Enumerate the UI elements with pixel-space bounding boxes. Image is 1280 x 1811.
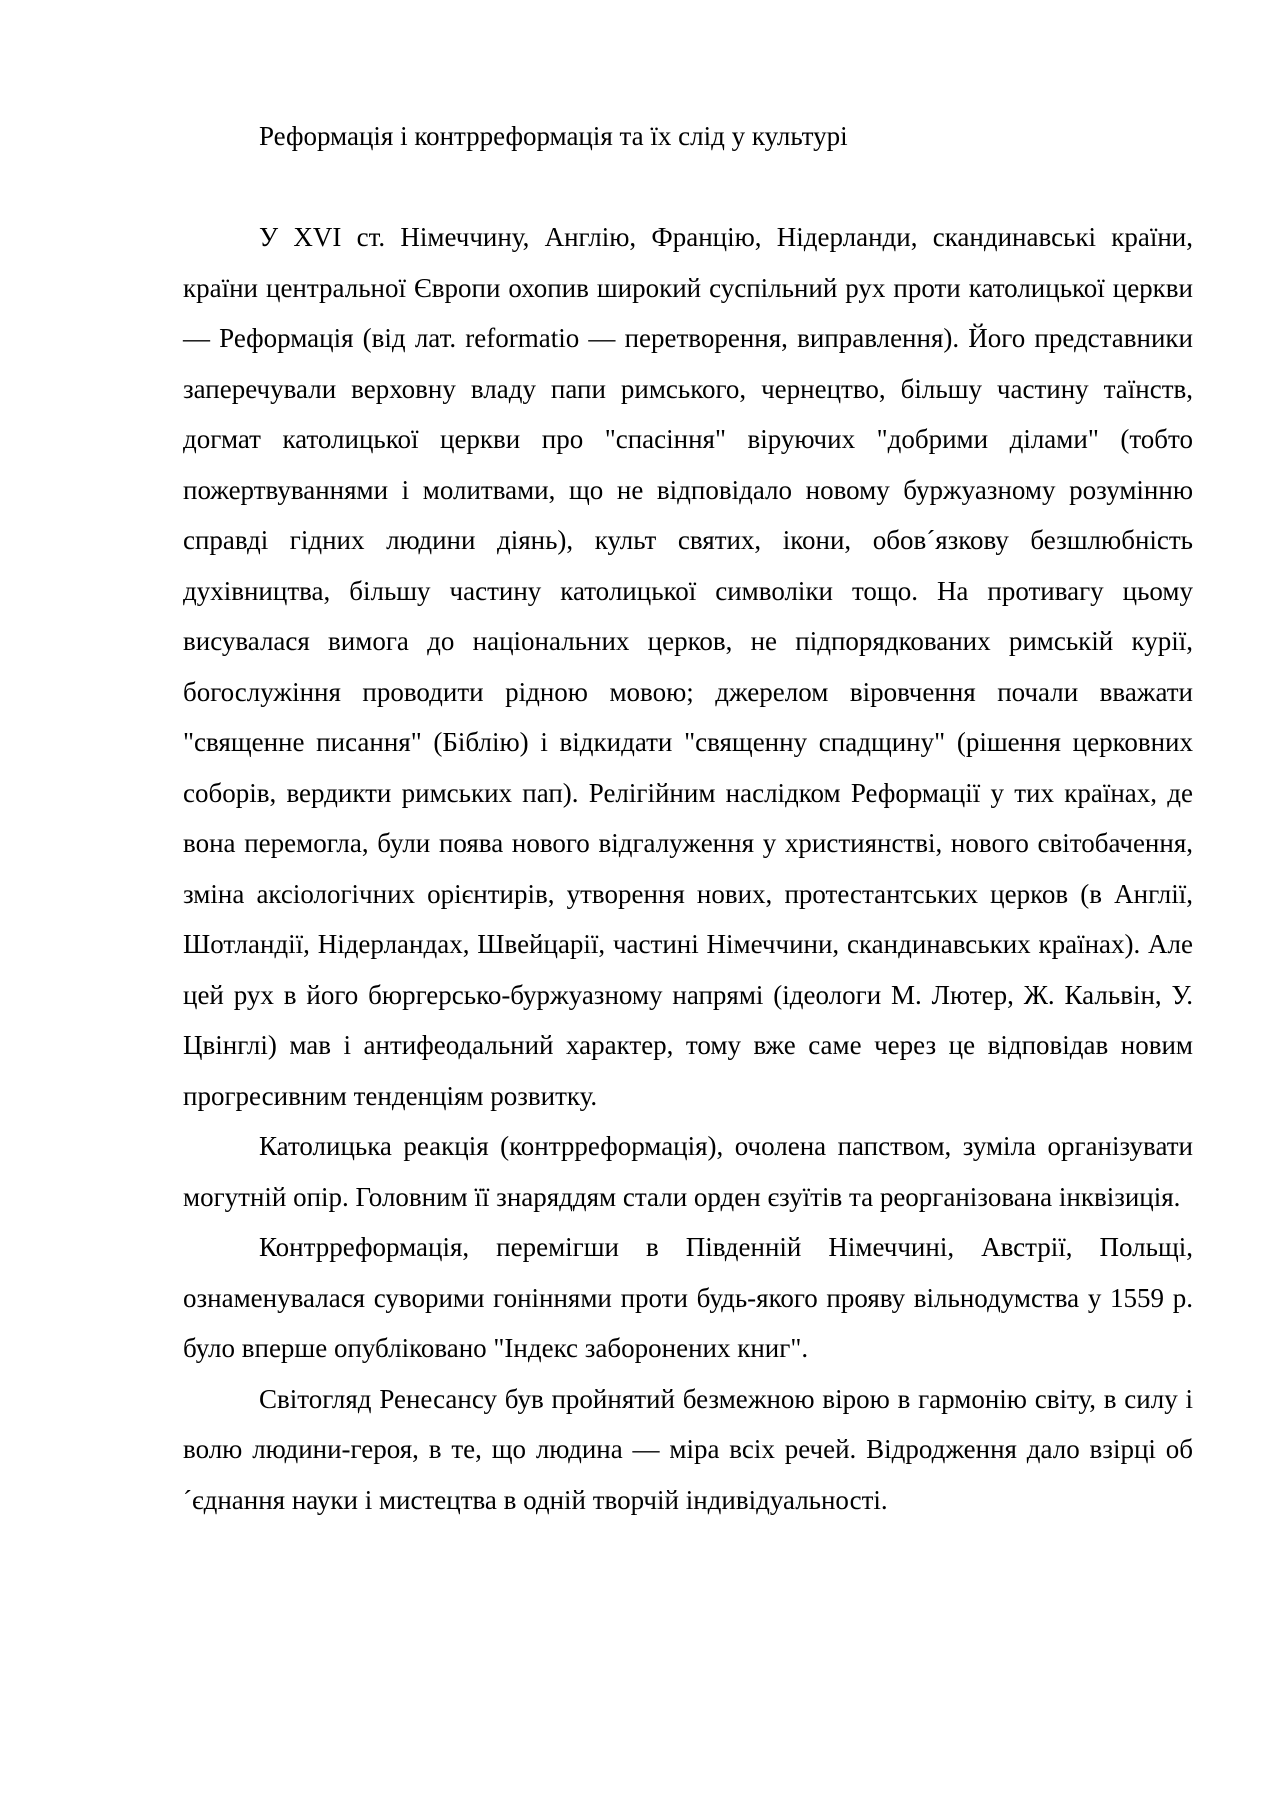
paragraph-catholic-reaction: Католицька реакція (контрреформація), очолена папством, зуміла організувати могутній опір. Головним її знаряддям стали орден єзуїтів та реорганізована інквізиція. (183, 1131, 1193, 1212)
paragraph-counter-reformation: Контрреформація, перемігши в Південній Німеччині, Австрії, Польщі, ознаменувалася суворими гоніннями проти будь-якого прояву вільнодумства у 1559 р. було вперше опубліковано "Індекс заборонених книг". (183, 1232, 1193, 1363)
document-title: Реформація і контрреформація та їх слід у культурі (259, 121, 848, 151)
document-body (183, 110, 1193, 1525)
paragraph-reformation: У XVI ст. Німеччину, Англію, Францію, Нідерланди, скандинавські країни, країни центральної Європи охопив широкий суспільний рух проти католицької церкви — Реформація (від лат. reformatio — перетворення, виправлення). Його представники заперечували верховну владу папи римського, чернецтво, більшу частину таїнств, догмат католицької церкви про "спасіння" віруючих "добрими ділами" (тобто пожертвуваннями і молитвами, що не відповідало новому буржуазному розумінню справді гідних людини діянь), культ святих, ікони, обов´язкову безшлюбність духівництва, більшу частину католицької символіки тощо. На противагу цьому висувалася вимога до національних церков, не підпорядкованих римській курії, богослужіння проводити рідною мовою; джерелом віровчення почали вважати "священне писання" (Біблію) і відкидати "священну спадщину" (рішення церковних соборів, вердикти римських пап). Релігійним наслідком Реформації у тих країнах, де вона перемогла, були поява нового відгалуження у християнстві, нового світобачення, зміна аксіологічних орієнтирів, утворення нових, протестантських церков (в Англії, Шотландії, Нідерландах, Швейцарії, частині Німеччини, скандинавських країнах). Але цей рух в його бюргерсько-буржуазному напрямі (ідеологи М. Лютер, Ж. Кальвін, У. Цвінглі) мав і антифеодальний характер, тому вже саме через це відповідав новим прогресивним тенденціям розвитку. (183, 222, 1193, 1111)
paragraph-renaissance-worldview: Світогляд Ренесансу був пройнятий безмежною вірою в гармонію світу, в силу і волю людини-героя, в те, що людина — міра всіх речей. Відродження дало взірці об´єднання науки і мистецтва в одній творчій індивідуальності. (183, 1383, 1193, 1515)
title-spacer (183, 162, 1193, 212)
